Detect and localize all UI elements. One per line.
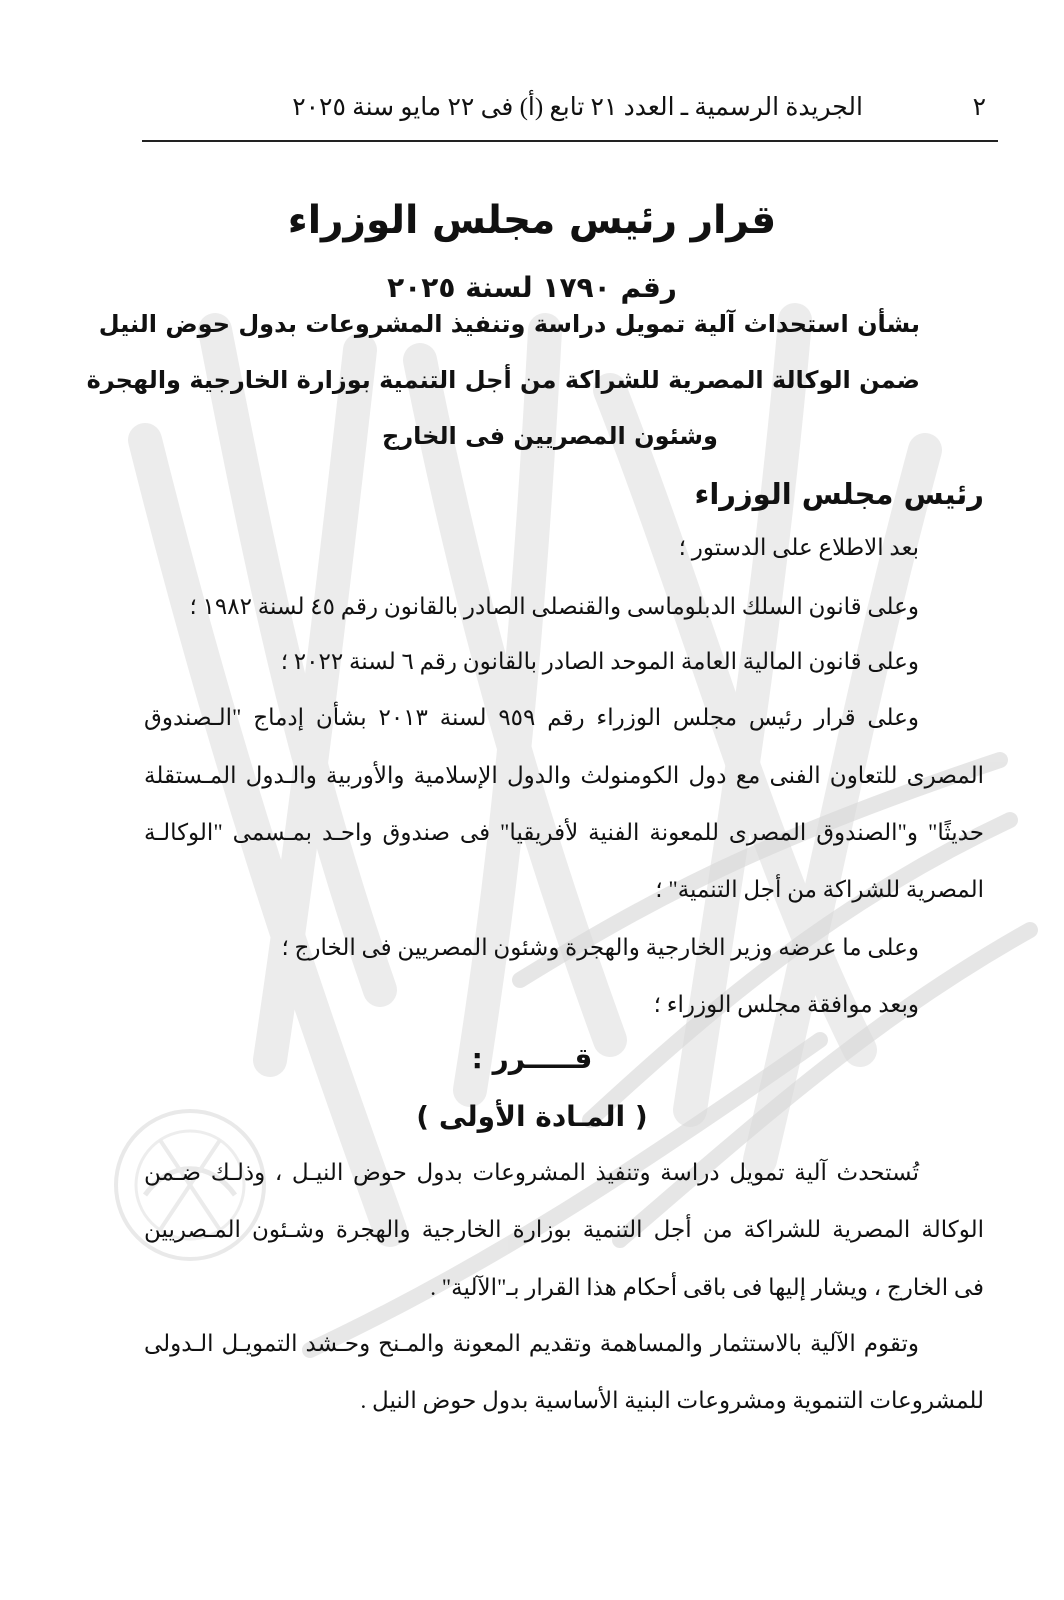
decided-heading: قـــــرر : <box>471 1042 593 1075</box>
issuer-heading: رئيس مجلس الوزراء <box>694 477 984 511</box>
preamble-merger-decree-line: وعلى قرار رئيس مجلس الوزراء رقم ٩٥٩ لسنة ٢٠١٣ بشأن إدماج "الـصندوق <box>144 705 920 730</box>
preamble-cabinet-approval: وبعد موافقة مجلس الوزراء ؛ <box>653 992 919 1017</box>
article-one-paragraph-line: فى الخارج ، ويشار إليها فى باقى أحكام هذا القرار بـ"الآلية" . <box>430 1275 984 1300</box>
article-one-paragraph-line: الوكالة المصرية للشراكة من أجل التنمية بوزارة الخارجية والهجرة وشـئون المـصريين <box>144 1217 984 1242</box>
article-one-second-paragraph-line: للمشروعات التنموية ومشروعات البنية الأساسية بدول حوض النيل . <box>360 1388 984 1413</box>
preamble-constitution: بعد الاطلاع على الدستور ؛ <box>678 535 919 560</box>
decree-subject-line: ضمن الوكالة المصرية للشراكة من أجل التنمية بوزارة الخارجية والهجرة <box>86 366 920 394</box>
preamble-finance-law: وعلى قانون المالية العامة الموحد الصادر بالقانون رقم ٦ لسنة ٢٠٢٢ ؛ <box>280 649 919 674</box>
preamble-merger-decree-line: المصرية للشراكة من أجل التنمية" ؛ <box>655 877 984 902</box>
gazette-header <box>142 84 998 142</box>
decree-number: رقم ١٧٩٠ لسنة ٢٠٢٥ <box>387 271 677 305</box>
article-one-second-paragraph-line: وتقوم الآلية بالاستثمار والمساهمة وتقديم المعونة والمـنح وحـشد التمويـل الـدولى <box>144 1331 919 1356</box>
decree-subject-line: بشأن استحداث آلية تمويل دراسة وتنفيذ المشروعات بدول حوض النيل <box>98 310 920 338</box>
gazette-issue-title: الجريدة الرسمية ـ العدد ٢١ تابع (أ) فى ٢٢ مايو سنة ٢٠٢٥ <box>292 94 863 121</box>
preamble-minister-presentation: وعلى ما عرضه وزير الخارجية والهجرة وشئون المصريين فى الخارج ؛ <box>281 935 919 960</box>
decree-title: قرار رئيس مجلس الوزراء <box>287 198 777 244</box>
preamble-merger-decree-line: حديثًا" و"الصندوق المصرى للمعونة الفنية لأفريقيا" فى صندوق واحـد بمـسمى "الوكالـة <box>144 820 984 845</box>
preamble-diplomatic-law: وعلى قانون السلك الدبلوماسى والقنصلى الصادر بالقانون رقم ٤٥ لسنة ١٩٨٢ ؛ <box>189 594 919 619</box>
page-number: ٢ <box>972 94 986 121</box>
article-one-title: ( المـادة الأولى ) <box>416 1100 648 1133</box>
preamble-merger-decree-line: المصرى للتعاون الفنى مع دول الكومنولث والدول الإسلامية والأوربية والـدول المـستقلة <box>144 763 984 788</box>
article-one-paragraph-line: تُستحدث آلية تمويل دراسة وتنفيذ المشروعات بدول حوض النيـل ، وذلـك ضـمن <box>144 1160 919 1185</box>
decree-subject-line: وشئون المصريين فى الخارج <box>382 422 718 450</box>
